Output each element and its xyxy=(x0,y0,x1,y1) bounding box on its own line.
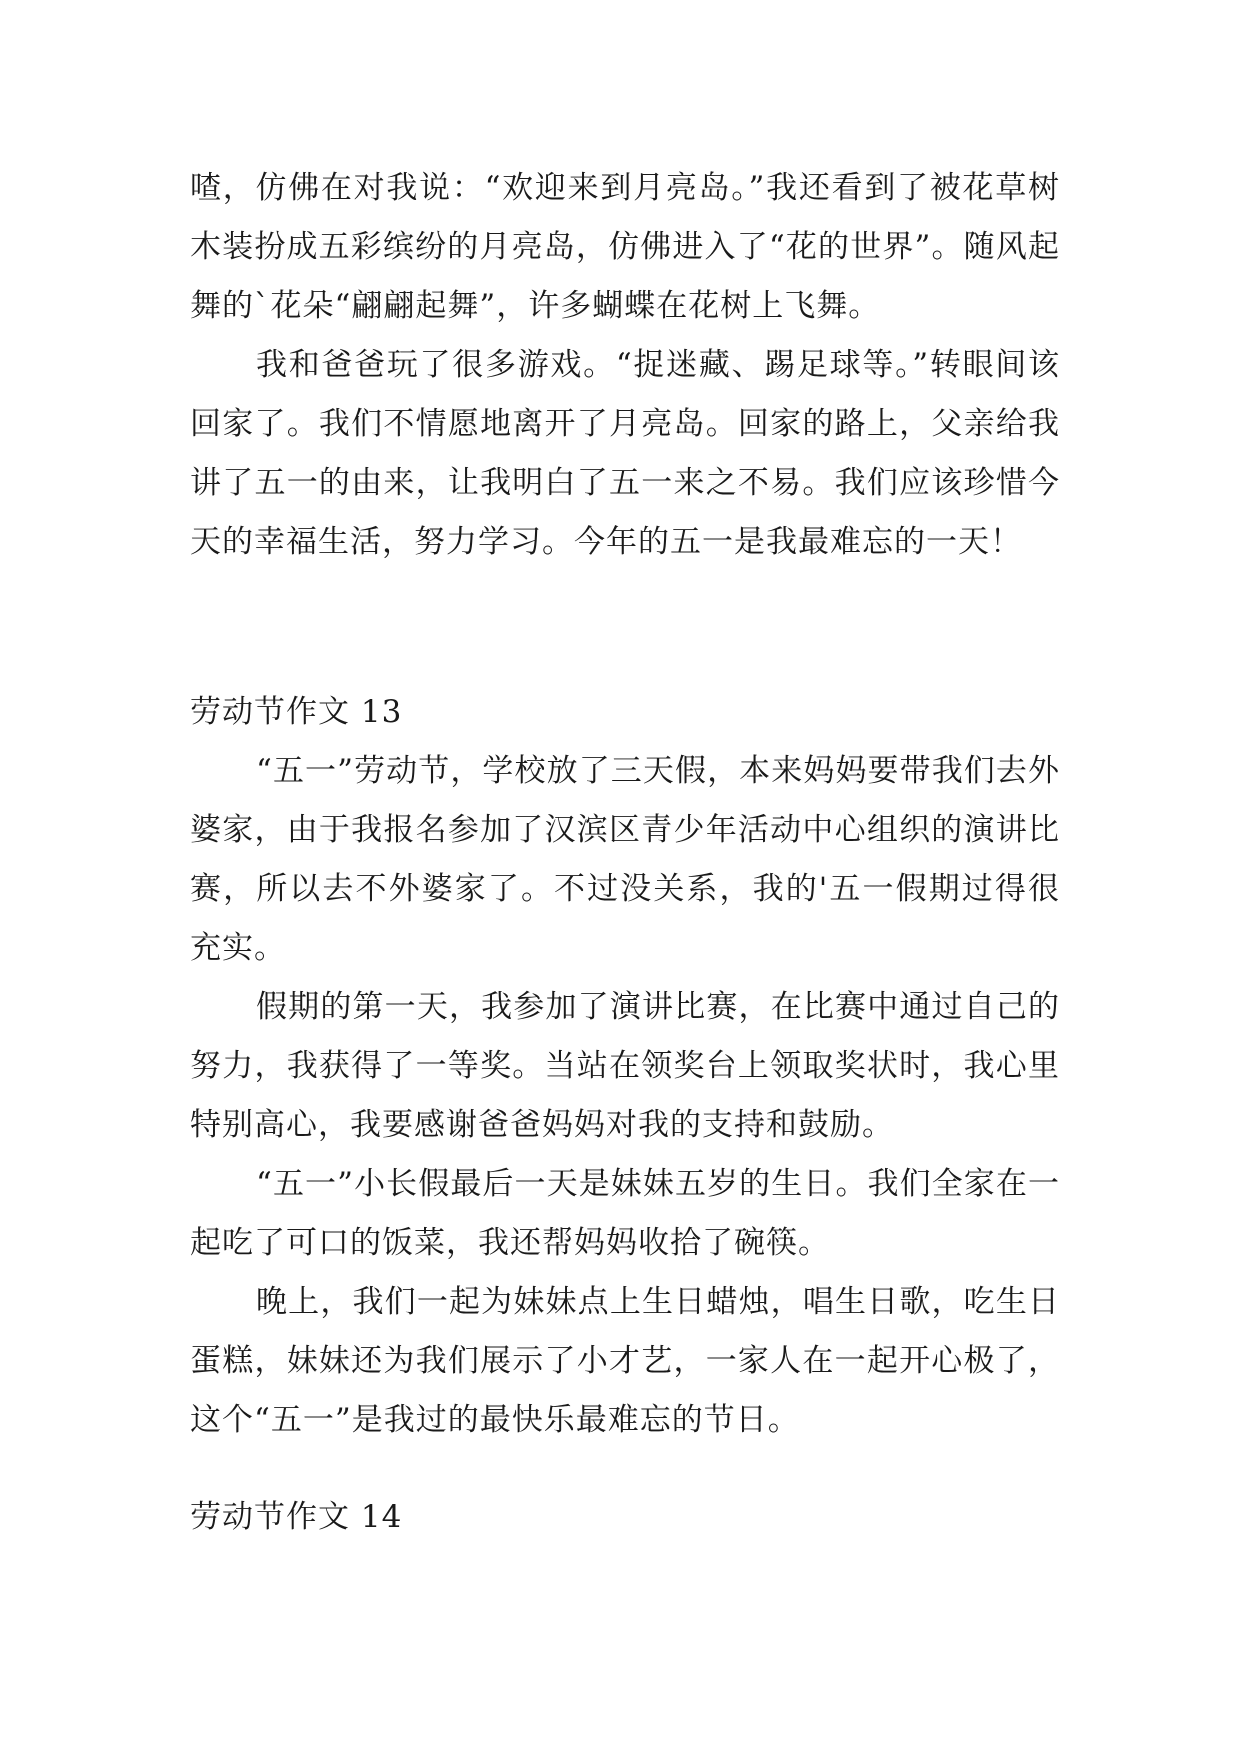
essay-13 xyxy=(190,683,1060,1450)
essay-14 xyxy=(190,1488,1060,1547)
essay-heading: 劳动节作文 13 xyxy=(190,694,403,730)
paragraph: 我和爸爸玩了很多游戏。“捉迷藏、踢足球等。”转眼间该回家了。我们不情愿地离开了月亮岛。回家的路上，父亲给我讲了五一的由来，让我明白了五一来之不易。我们应该珍惜今天的幸福生活，努力学习。今年的五一是我最难忘的一天！ xyxy=(190,347,1060,560)
essay-heading: 劳动节作文 14 xyxy=(190,1499,403,1535)
paragraph: 假期的第一天，我参加了演讲比赛，在比赛中通过自己的努力，我获得了一等奖。当站在领奖台上领取奖状时，我心里特别高心，我要感谢爸爸妈妈对我的支持和鼓励。 xyxy=(190,989,1060,1143)
paragraph: 喳，仿佛在对我说：“欢迎来到月亮岛。”我还看到了被花草树木装扮成五彩缤纷的月亮岛，仿佛进入了“花的世界”。随风起舞的`花朵“翩翩起舞”，许多蝴蝶在花树上飞舞。 xyxy=(190,170,1060,324)
essay-12-continuation xyxy=(190,159,1060,572)
paragraph: 晚上，我们一起为妹妹点上生日蜡烛，唱生日歌，吃生日蛋糕，妹妹还为我们展示了小才艺，一家人在一起开心极了，这个“五一”是我过的最快乐最难忘的节日。 xyxy=(190,1284,1060,1438)
paragraph: “五一”劳动节，学校放了三天假，本来妈妈要带我们去外婆家，由于我报名参加了汉滨区青少年活动中心组织的演讲比赛，所以去不外婆家了。不过没关系，我的'五一假期过得很充实。 xyxy=(190,753,1060,966)
paragraph: “五一”小长假最后一天是妹妹五岁的生日。我们全家在一起吃了可口的饭菜，我还帮妈妈收拾了碗筷。 xyxy=(190,1166,1060,1261)
